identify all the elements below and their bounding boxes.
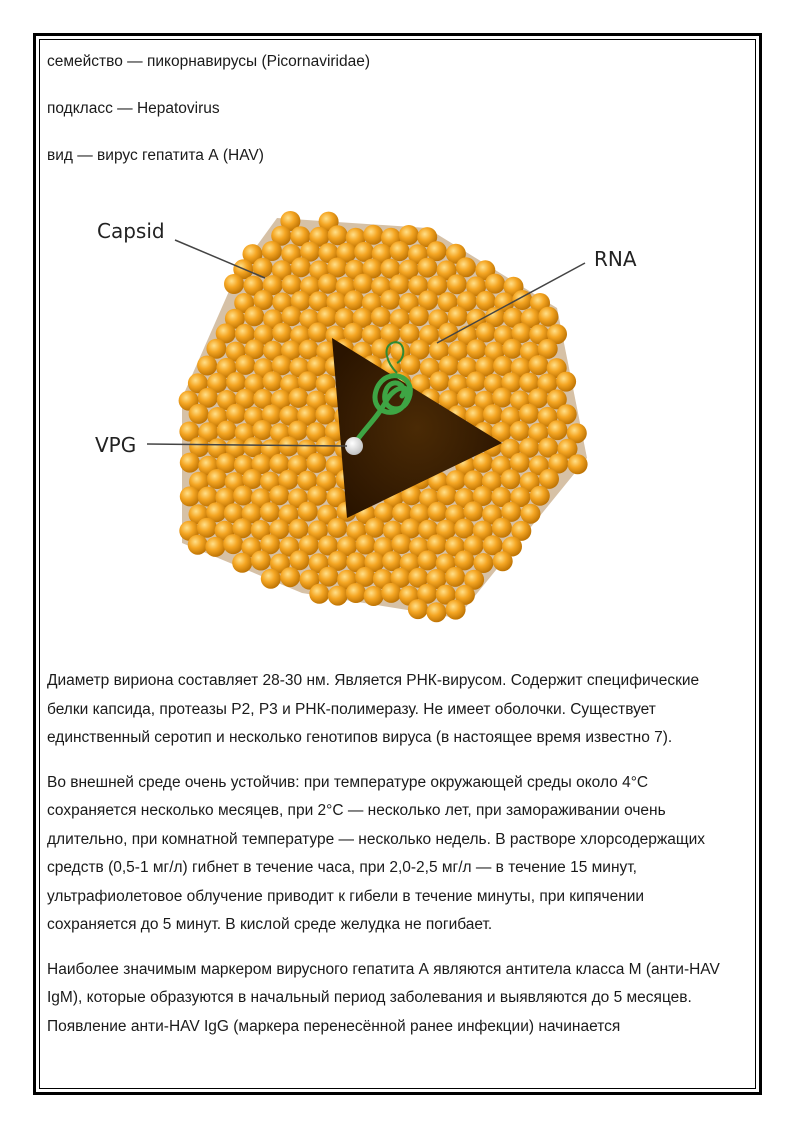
capsid-sphere [493, 551, 513, 571]
capsid-sphere [510, 421, 530, 441]
capsid-sphere [318, 274, 338, 294]
capsid-sphere [502, 339, 522, 359]
taxonomy-family: семейство — пикорнавирусы (Picornaviridae) [47, 53, 371, 70]
capsid-sphere [363, 225, 383, 245]
capsid-sphere [180, 453, 200, 473]
capsid-sphere [371, 307, 391, 327]
capsid-sphere [346, 583, 366, 603]
capsid-sphere [445, 567, 465, 587]
capsid-sphere [408, 599, 428, 619]
capsid-sphere [223, 534, 243, 554]
capsid-sphere [492, 518, 512, 538]
capsid-sphere [319, 567, 339, 587]
capsid-sphere [485, 274, 505, 294]
capsid-sphere [401, 355, 421, 375]
capsid-sphere [327, 518, 347, 538]
capsid-sphere [206, 339, 226, 359]
capsid-sphere [456, 257, 476, 277]
capsid-sphere [427, 602, 447, 622]
capsid-sphere [261, 569, 281, 589]
capsid-sphere [197, 518, 217, 538]
taxonomy-species: вид — вирус гепатита А (HAV) [47, 147, 264, 164]
capsid-sphere [217, 421, 237, 441]
capsid-sphere [538, 307, 558, 327]
capsid-sphere [328, 225, 348, 245]
capsid-sphere [244, 306, 264, 326]
capsid-sphere [233, 486, 253, 506]
capsid-sphere [189, 404, 209, 424]
capsid-sphere [315, 405, 335, 425]
capsid-sphere [205, 537, 225, 557]
capsid-sphere [409, 306, 429, 326]
capsid-sphere [446, 600, 466, 620]
capsid-sphere [328, 586, 348, 606]
capsid-sphere [272, 323, 292, 343]
virion-diagram [47, 198, 737, 653]
capsid-sphere [530, 486, 550, 506]
capsid-sphere [224, 274, 244, 294]
capsid-sphere [364, 586, 384, 606]
vpg-protein [345, 437, 363, 455]
capsid-sphere [547, 420, 567, 440]
capsid-sphere [251, 551, 271, 571]
capsid-sphere [232, 553, 252, 573]
capsid-sphere [521, 504, 541, 524]
capsid-sphere [390, 241, 410, 261]
capsid-sphere [207, 469, 227, 489]
capsid-sphere [418, 550, 438, 570]
capsid-sphere [356, 535, 376, 555]
capsid-sphere [344, 290, 364, 310]
capsid-sphere [252, 420, 272, 440]
capsid-sphere [197, 356, 217, 376]
document-body [47, 52, 737, 1041]
capsid-sphere [262, 241, 282, 261]
rna-label: RNA [594, 247, 637, 271]
capsid-sphere [473, 453, 493, 473]
capsid-sphere [298, 502, 318, 522]
capsid-sphere [289, 388, 309, 408]
capsid-sphere [309, 584, 329, 604]
taxonomy-subclass: подкласс — Hepatovirus [47, 100, 220, 117]
capsid-sphere [380, 290, 400, 310]
capsid-sphere [519, 404, 539, 424]
paragraph-stability: Во внешней среде очень устойчив: при температуре окружающей среды около 4°С сохраняется несколько месяцев, при 2°С — несколько лет, при замораживании очень длительно, при комнатной температуре — несколько недель. В растворе хлорсодержащих средств (0,5-1 мг/л) гибнет в течение часа, при 2,0-2,5 мг/л — в течение 15 минут, ультрафиолетовое облучение приводит к гибели в течение минуты, при кипячении сохраняется до 5 минут. В кислой среде желудка не погибает. [47, 773, 706, 933]
capsid-sphere [417, 258, 437, 278]
capsid-sphere [467, 339, 487, 359]
capsid-sphere [306, 453, 326, 473]
capsid-sphere [476, 322, 496, 342]
capsid-sphere [289, 550, 309, 570]
capsid-sphere [457, 388, 477, 408]
capsid-sphere [391, 534, 411, 554]
capsid-sphere [279, 436, 299, 456]
capsid-sphere [180, 486, 200, 506]
capsid-sphere [454, 519, 474, 539]
capsid-sphere [269, 485, 289, 505]
capsid-sphere [235, 355, 255, 375]
capsid-sphere [501, 469, 521, 489]
capsid-sphere [428, 502, 448, 522]
paragraph-virion: Диаметр вириона составляет 28-30 нм. Является РНК-вирусом. Содержит специфические белки капсида, протеазы Р2, Р3 и РНК-полимеразу. Не имеет оболочки. Существует единственный серотип и несколько генотипов вируса (в настоящее время известно 7). [47, 672, 700, 746]
capsid-sphere [291, 257, 311, 277]
capsid-sphere [483, 404, 503, 424]
capsid-sphere [539, 469, 559, 489]
capsid-sphere [263, 371, 283, 391]
capsid-sphere [568, 454, 588, 474]
capsid-sphere [556, 372, 576, 392]
paragraph-markers: Наиболее значимым маркером вирусного гепатита А являются антитела класса М (анти-HAV IgM), которые образуются в начальный период заболевания и выявляются до 5 месяцев. Появление анти-HAV IgG (маркера перенесённой ранее инфекции) начинается [47, 960, 720, 1035]
vpg-label: VPG [95, 433, 137, 457]
capsid-sphere [529, 355, 549, 375]
capsid-sphere [381, 583, 401, 603]
capsid-label: Capsid [97, 219, 165, 243]
capsid-sphere [463, 501, 483, 521]
capsid-sphere [188, 535, 208, 555]
capsid-sphere [260, 502, 280, 522]
virion-illustration [47, 198, 737, 653]
capsid-sphere [447, 274, 467, 294]
capsid-sphere [280, 567, 300, 587]
capsid-sphere [430, 371, 450, 391]
capsid-sphere [308, 322, 328, 342]
